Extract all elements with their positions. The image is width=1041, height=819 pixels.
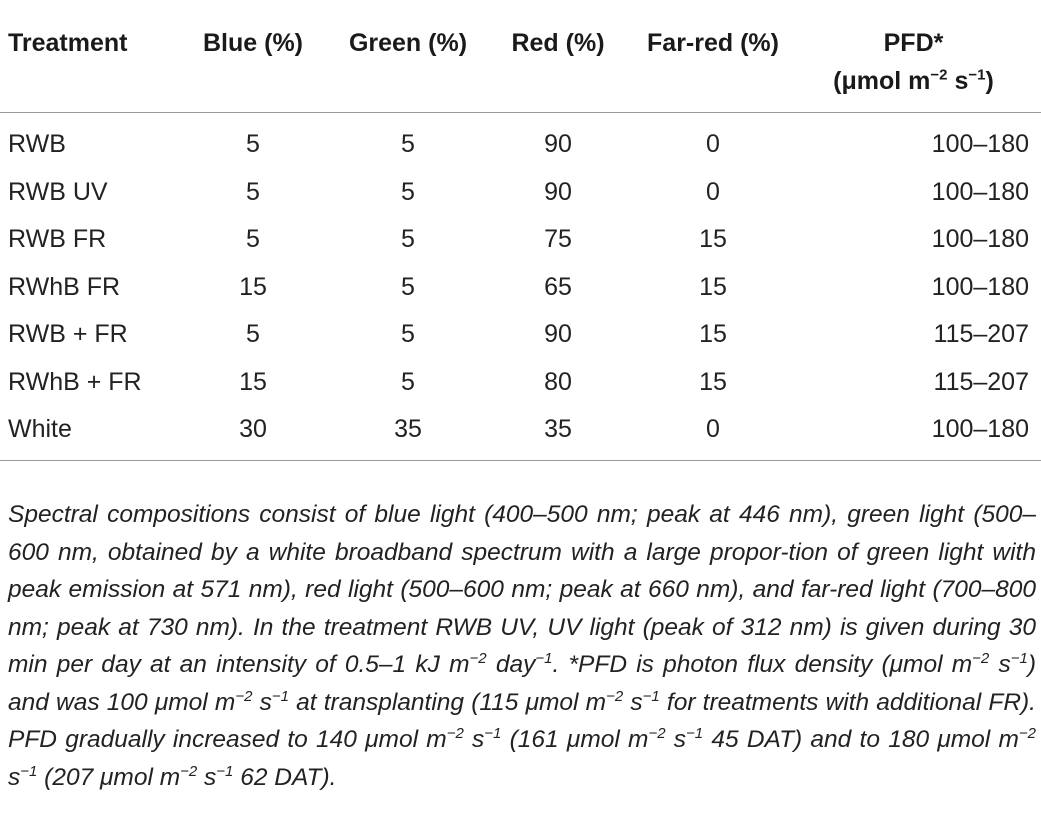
cell-red: 90 [544,320,572,348]
table-footnote [8,496,1036,796]
header-row [0,18,1041,113]
footnote-exponent: −2 [972,649,990,667]
cell-treatment: RWB FR [8,225,107,253]
footnote-segment: s [197,763,217,791]
cell-blue: 15 [239,272,267,301]
header-pfd [798,18,1041,113]
footnote-exponent: −1 [216,762,234,780]
cell-blue: 5 [246,177,260,206]
cell-pfd: 115–207 [933,367,1029,396]
footnote-exponent: −1 [271,687,289,705]
footnote-exponent: −2 [235,687,253,705]
pfd-unit-exp1: −2 [930,66,948,84]
cell-treatment: RWhB FR [8,272,121,301]
cell-treatment: RWB + FR [8,320,128,348]
cell-far-red: 0 [706,415,720,443]
cell-blue: 5 [246,130,260,158]
footnote-segment: s [665,726,687,753]
pfd-header-line2 [833,67,994,95]
footnote-exponent: −1 [20,762,38,780]
cell-red: 65 [544,272,572,301]
cell-green: 5 [401,320,415,348]
cell-green: 5 [401,367,415,396]
table-body [0,113,1041,461]
cell-far-red: 15 [699,367,727,396]
footnote-exponent: −2 [469,649,487,667]
cell-pfd: 100–180 [931,177,1029,206]
cell-pfd: 100–180 [931,130,1029,158]
cell-treatment: RWB UV [8,177,108,206]
footnote-segment: day [486,651,536,678]
cell-green: 5 [401,177,415,206]
cell-treatment: White [8,415,72,443]
header-red: Red (%) [511,29,605,57]
header-treatment: Treatment [8,29,128,57]
footnote-segment: s [989,651,1011,678]
footnote-segment: s [463,726,485,753]
cell-red: 90 [544,130,572,158]
footnote-segment: s [8,763,21,791]
cell-green: 35 [394,415,422,443]
table-row [0,359,1041,407]
footnote-text [8,496,1036,796]
table-row [0,406,1041,460]
pfd-unit-suffix: ) [985,67,994,95]
cell-green: 5 [401,272,415,301]
footnote-segment: s [252,688,272,716]
footnote-exponent: −2 [648,724,666,742]
header-far-red: Far-red (%) [647,29,779,57]
pfd-header-line1: PFD* [883,29,944,57]
footnote-segment: . *PFD is photon flux density (μmol m [552,651,973,678]
footnote-segment: (207 μmol m [37,763,181,791]
cell-blue: 30 [239,415,267,443]
cell-red: 35 [544,415,572,443]
cell-red: 75 [544,225,572,253]
pfd-unit-exp2: −1 [968,66,986,84]
table-header [0,18,1041,113]
pfd-unit-prefix: (μmol m [833,67,931,95]
footnote-exponent: −2 [606,687,624,705]
footnote-segment: 62 DAT). [233,763,337,791]
cell-blue: 5 [246,320,260,348]
cell-pfd: 100–180 [931,272,1029,301]
cell-green: 5 [401,130,415,158]
footnote-exponent: −1 [535,649,553,667]
footnote-segment: s [623,688,643,716]
cell-pfd: 115–207 [933,320,1029,348]
footnote-exponent: −2 [1018,724,1036,742]
table-row [0,264,1041,312]
cell-red: 90 [544,177,572,206]
cell-treatment: RWB [8,130,66,158]
footnote-exponent: −2 [180,762,198,780]
footnote-segment: 45 DAT) and to 180 μmol m [703,726,1019,753]
table-row [0,216,1041,264]
footnote-segment: (161 μmol m [501,726,649,753]
table-row [0,169,1041,217]
cell-blue: 5 [246,225,260,253]
cell-pfd: 100–180 [931,415,1029,443]
footnote-segment: Spectral compositions consist of blue light (400–500 nm; peak at 446 nm), green light (500–600 nm, obtained by a white broadband spectrum with a large propor-tion of green light with peak emission at 571 nm), red light (500–600 nm; peak at 660 nm), and far-red light (700–800 nm; peak at 730 nm). In the treatment RWB UV, UV light (peak of 312 nm) is given during 30 min per day at an intensity of 0.5–1 kJ m [8,501,1036,678]
cell-far-red: 0 [706,130,720,158]
footnote-segment: ) and was 100 μmol m [8,651,1036,716]
footnote-exponent: −1 [642,687,660,705]
footnote-exponent: −2 [446,724,464,742]
light-treatment-table [0,18,1041,461]
footnote-exponent: −1 [484,724,502,742]
footnote-segment: at transplanting (115 μmol m [288,688,607,716]
footnote-exponent: −1 [1010,649,1028,667]
footnote-segment: for treatments with additional FR). PFD gradually increased to 140 μmol m [8,688,1036,753]
cell-far-red: 15 [699,272,727,301]
header-blue: Blue (%) [203,29,303,57]
cell-far-red: 15 [699,320,727,348]
cell-green: 5 [401,225,415,253]
cell-blue: 15 [239,367,267,396]
table-row [0,311,1041,359]
cell-far-red: 0 [706,177,720,206]
pfd-header-wrap [833,24,994,100]
cell-far-red: 15 [699,225,727,253]
footnote-exponent: −1 [686,724,704,742]
table-row [0,113,1041,169]
header-green: Green (%) [348,29,468,57]
cell-pfd: 100–180 [931,225,1029,253]
pfd-unit-mid: s [947,67,969,95]
cell-treatment: RWhB + FR [8,367,142,396]
cell-red: 80 [544,367,572,396]
